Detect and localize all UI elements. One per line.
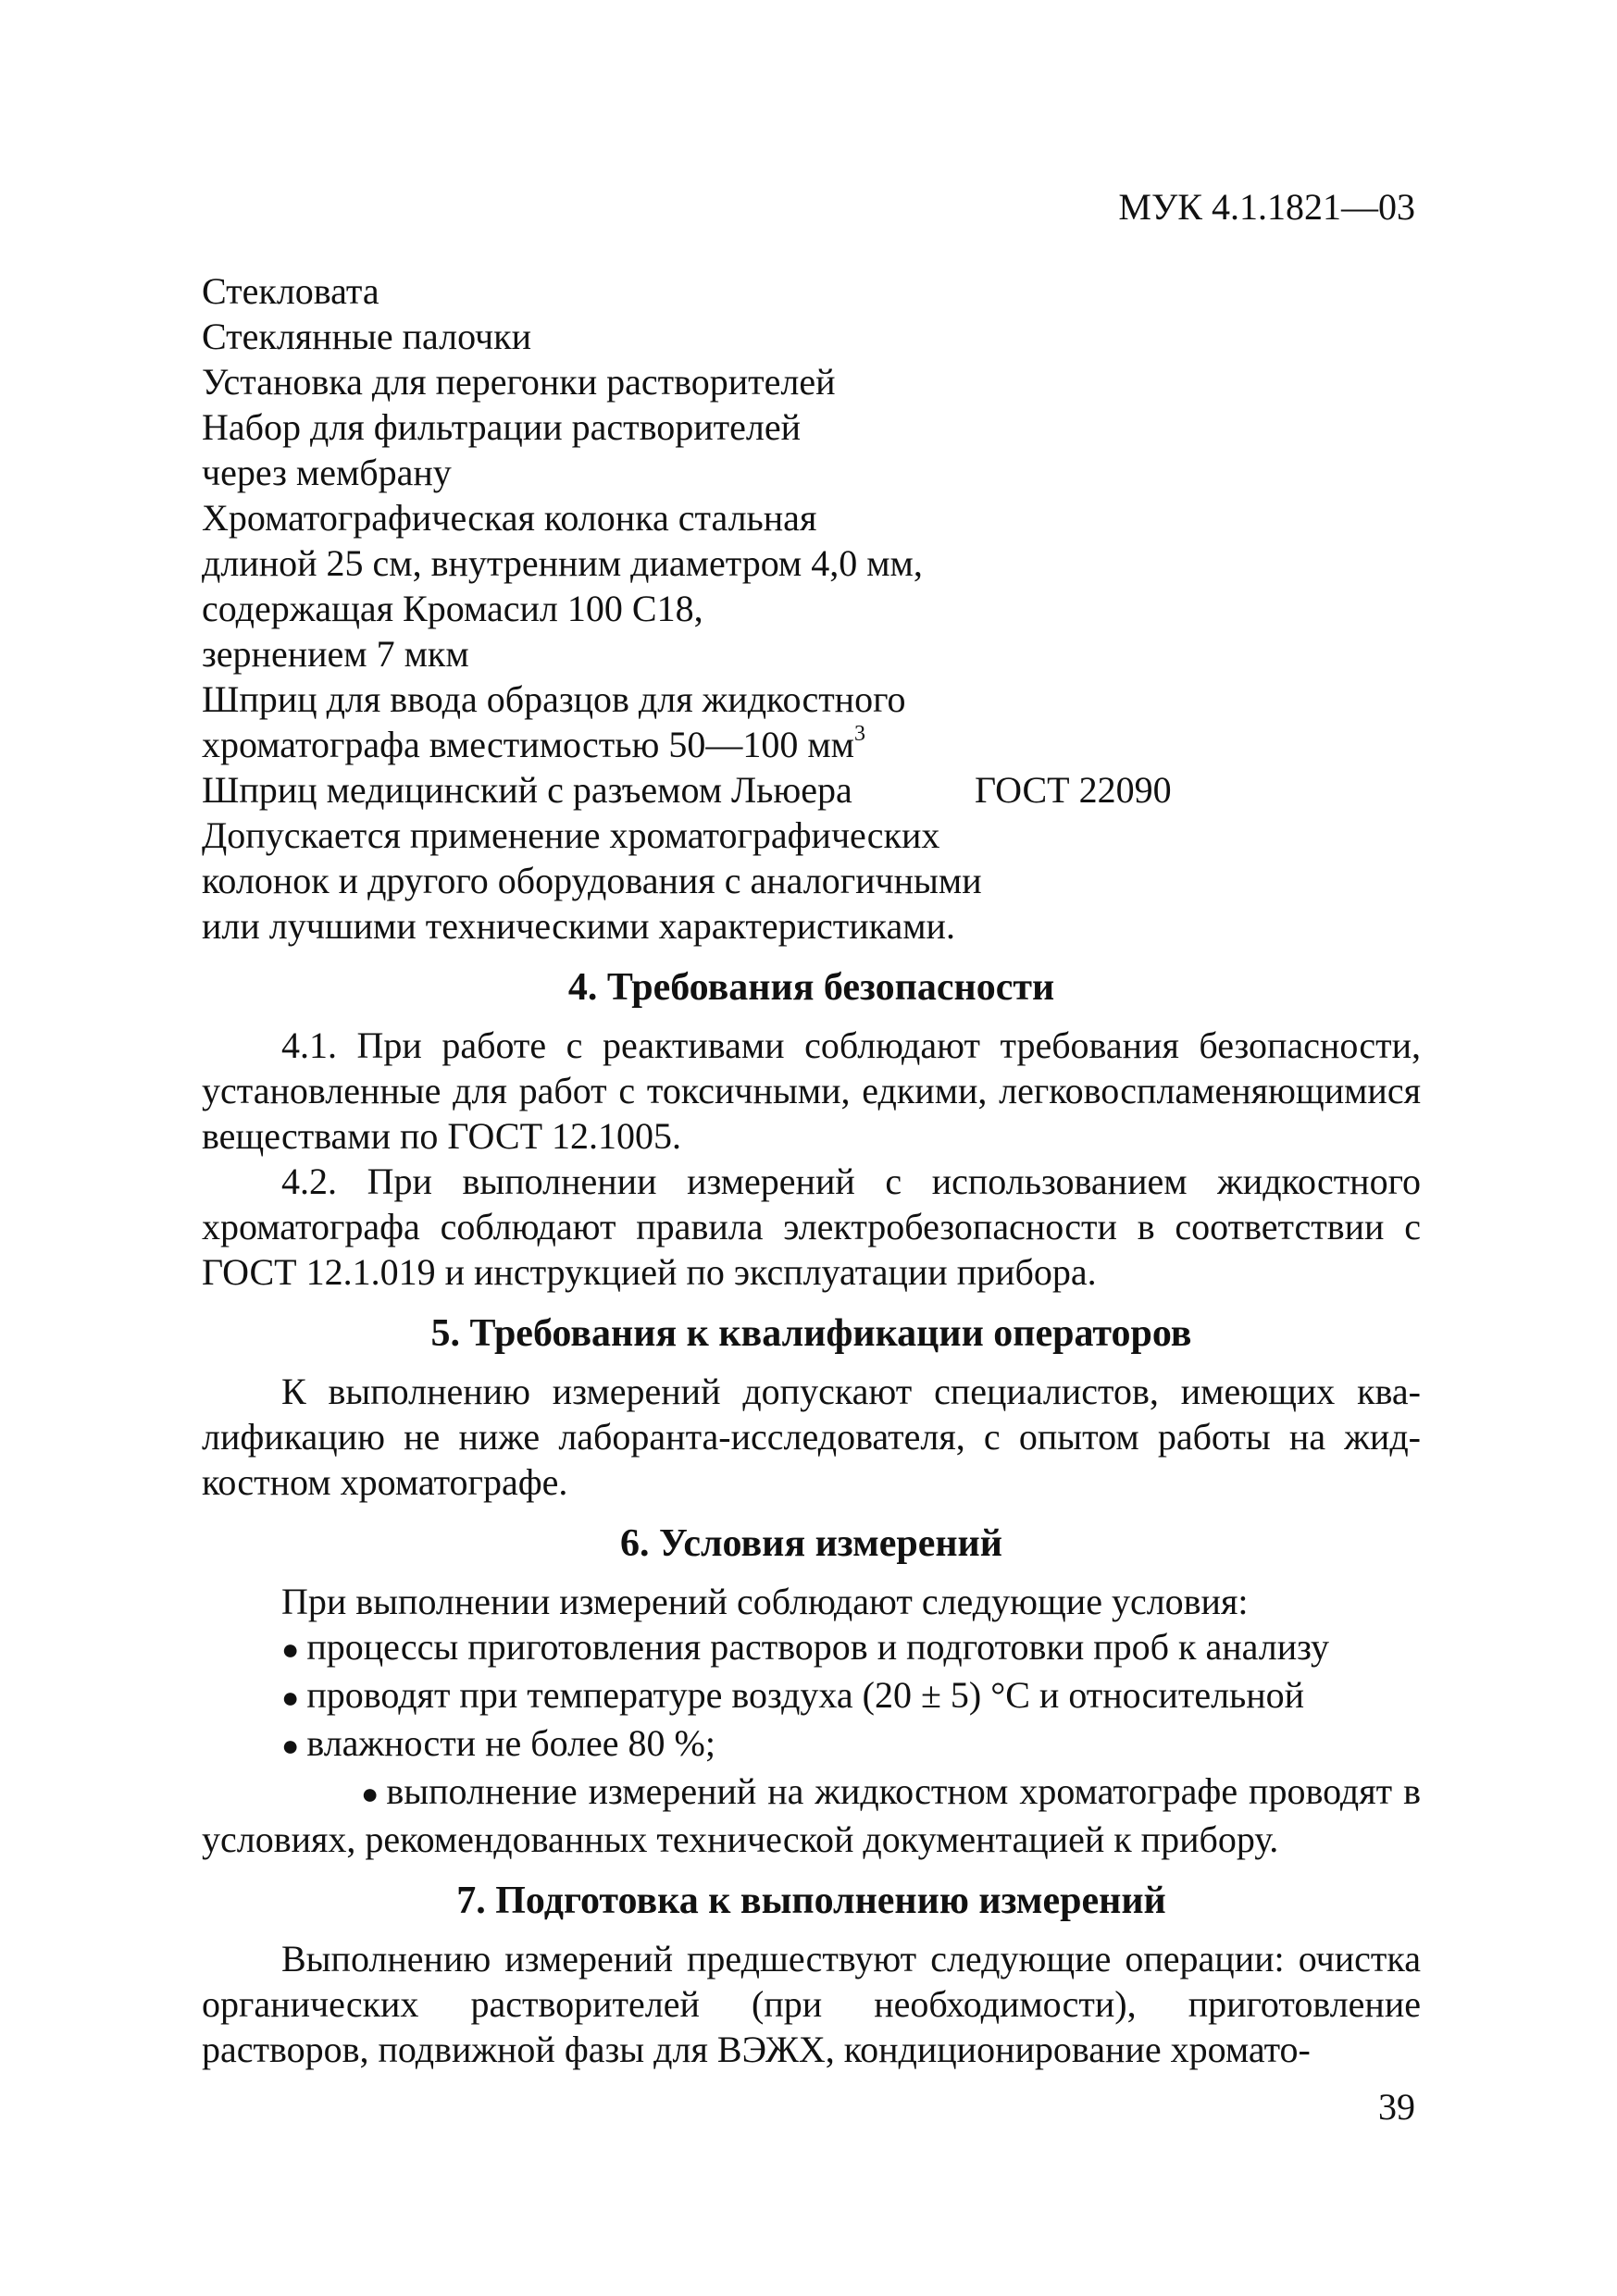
section-5-title: 5. Требования к квалификации операторов <box>430 1312 1192 1355</box>
section-6-intro: При выполнении измерений соблюдают следующие условия: <box>281 1581 1249 1622</box>
bullet-icon: ● <box>361 1777 379 1810</box>
list-item: Набор для фильтрации растворителей <box>202 406 802 448</box>
section-7-paragraph-1: Выполнению измерений предшествуют следующие операции: очистка органических растворителей (при необходимости), приготовление растворов, подвижной фазы для ВЭЖХ, кондиционирование хромато- <box>202 1938 1421 2070</box>
list-item: зернением 7 мкм <box>202 633 469 675</box>
note-line: колонок и другого оборудования с аналогичными <box>202 860 982 901</box>
superscript-3: 3 <box>853 721 865 746</box>
list-item <box>202 722 1421 767</box>
bullet-text: выполнение измерений на жидкостном хроматографе проводят в условиях, рекомендованных технической документацией к прибору. <box>202 1770 1421 1860</box>
bullet-text: влажности не более 80 %; <box>306 1722 715 1764</box>
list-item: Стеклянные палочки <box>202 316 532 357</box>
bullet-text: проводят при температуре воздуха (20 ± 5) °С и относительной <box>306 1674 1305 1716</box>
note-line: Допускается применение хроматографических <box>202 814 940 856</box>
list-item: Стекловата <box>202 270 379 312</box>
syringe-label: Шприц медицинский с разъемом Льюера <box>202 769 852 811</box>
page-content <box>202 268 1421 2072</box>
note-line: или лучшими техническими характеристиками. <box>202 905 955 947</box>
section-7-title: 7. Подготовка к выполнению измерений <box>456 1880 1166 1922</box>
bullet-item <box>202 1624 1421 1672</box>
bullet-item <box>202 1720 1421 1769</box>
section-4-paragraph-1: 4.1. При работе с реактивами соблюдают требования безопасности, установленные для работ с токсичными, едкими, легковоспламеняющимися веществами по ГОСТ 12.1005. <box>202 1024 1421 1157</box>
bullet-item <box>202 1672 1421 1720</box>
bullet-icon: ● <box>281 1681 300 1714</box>
bullet-item <box>202 1769 1421 1862</box>
section-4-title: 4. Требования безопасности <box>567 966 1055 1009</box>
list-item: содержащая Кромасил 100 С18, <box>202 588 703 629</box>
list-item: длиной 25 см, внутренним диаметром 4,0 мм, <box>202 542 923 584</box>
equipment-list <box>202 268 1421 949</box>
list-item: Установка для перегонки растворителей <box>202 361 836 403</box>
bullet-icon: ● <box>281 1729 300 1762</box>
page-number: 39 <box>1378 2086 1415 2128</box>
section-5-paragraph-1: К выполнению измерений допускают специалистов, имеющих квалификацию не ниже лаборанта-исследователя, с опытом работы на жидкостном хроматографе. <box>202 1371 1421 1503</box>
section-4-paragraph-2: 4.2. При выполнении измерений с использованием жидкостного хроматографа соблюдают правила электробезопасности в соответствии с ГОСТ 12.1.019 и инструкцией по эксплуатации прибора. <box>202 1160 1421 1293</box>
bullet-text: процессы приготовления растворов и подготовки проб к анализу <box>306 1626 1330 1668</box>
document-code: МУК 4.1.1821—03 <box>1118 186 1415 228</box>
section-6-title: 6. Условия измерений <box>620 1522 1002 1565</box>
list-item: Хроматографическая колонка стальная <box>202 497 817 539</box>
list-item: через мембрану <box>202 452 452 493</box>
list-item: Шприц для ввода образцов для жидкостного <box>202 678 906 720</box>
gost-reference: ГОСТ 22090 <box>975 769 1172 811</box>
list-item-text: хроматографа вместимостью 50—100 мм <box>202 724 854 765</box>
bullet-icon: ● <box>281 1632 300 1666</box>
list-item-syringe <box>202 767 1421 813</box>
